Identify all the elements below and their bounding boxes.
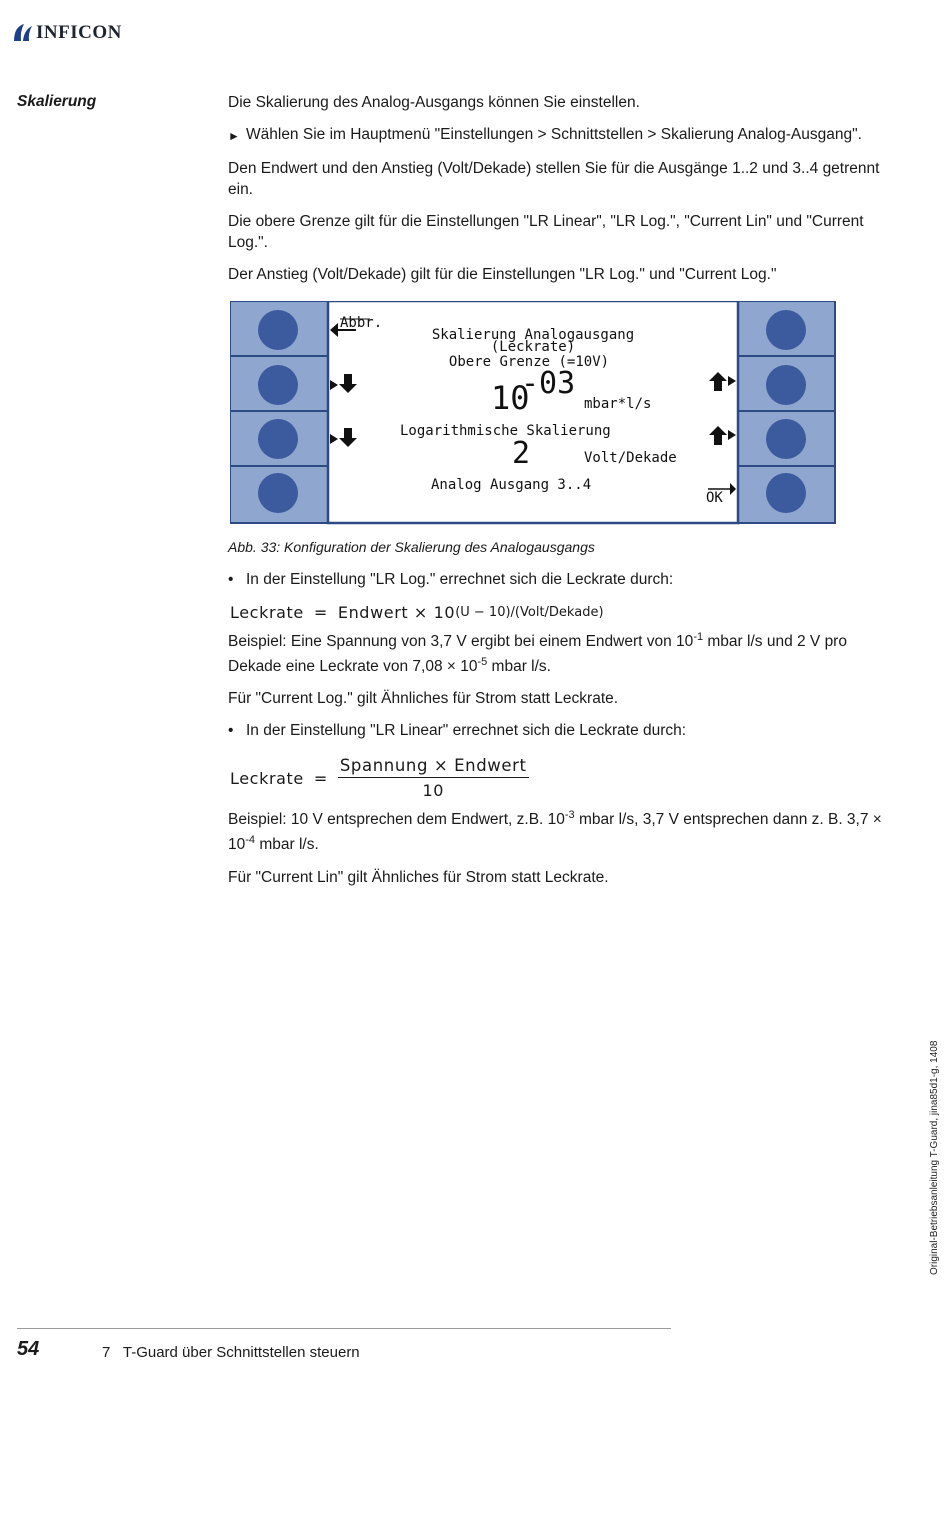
screen-slope-value: 2 [512,436,531,471]
screen-abort[interactable]: Abbr. [340,315,383,331]
softkey-left-3[interactable] [258,419,298,459]
example-linear-sup1: -3 [564,809,575,822]
document-id-margin [929,1040,943,1515]
softkey-left-4[interactable] [258,473,298,513]
screen-slope-unit: Volt/Dekade [584,450,677,466]
display-figure [230,301,836,525]
endwert-paragraph: Den Endwert und den Anstieg (Volt/Dekade) stellen Sie für die Ausgänge 1..2 und 3..4 getrennt ein. [228,160,880,198]
formula-log-lhs: Leckrate [230,603,304,622]
bullet-dot-2: • [228,722,234,740]
upper-limit-paragraph: Die obere Grenze gilt für die Einstellungen "LR Linear", "LR Log.", "Current Lin" und "Current Log.". [228,213,864,251]
chapter-title: T-Guard über Schnittstellen steuern [122,1344,360,1361]
example-log-a: Beispiel: Eine Spannung von 3,7 V ergibt bei einem Endwert von 10 [228,633,694,651]
example-linear-b: mbar l/s, 3,7 V entsprechen dann z. B. 3,7 × 10 [228,811,882,854]
softkey-right-1[interactable] [766,310,806,350]
formula-linear-fraction [338,755,529,801]
softkey-right-4[interactable] [766,473,806,513]
section-heading: Skalierung [17,93,97,110]
example-linear-sup2: -4 [245,834,256,847]
inficon-logo-icon [12,21,34,45]
formula-log-term: Endwert × 10 [337,603,456,622]
example-log-c: mbar l/s. [487,658,551,676]
footer-divider [17,1328,671,1329]
slope-paragraph: Der Anstieg (Volt/Dekade) gilt für die Einstellungen "LR Log." und "Current Log." [228,266,777,283]
formula-linear-lhs: Leckrate [230,768,304,788]
softkey-right-2[interactable] [766,365,806,405]
bullet-linear [228,720,888,741]
screen-title: Skalierung Analogausgang [431,327,635,343]
device-display [230,301,836,525]
intro-paragraph: Die Skalierung des Analog-Ausgangs können Sie einstellen. [228,94,640,111]
step-arrow-icon: ► [228,129,240,143]
screen-log-label: Logarithmische Skalierung [400,423,611,439]
instruction-step [228,124,888,147]
step-text: Wählen Sie im Hauptmenü "Einstellungen > Schnittstellen > Skalierung Analog-Ausgang". [246,126,862,143]
example-log [228,627,888,677]
main-content [228,92,888,899]
example-log-sup1: -1 [693,631,704,643]
brand-name: INFICON [36,22,122,43]
formula-numerator: Spannung × Endwert [338,755,529,778]
screen-value-base: 10 [491,379,530,417]
document-id: Original-Betriebsanleitung T-Guard, jina85d1-g, 1408 [929,1040,940,1275]
page-number: 54 [17,1338,40,1360]
screen-subtitle: (Leckrate) [490,339,576,355]
screen-value-exponent: -03 [521,366,576,401]
example-linear-a: Beispiel: 10 V entsprechen dem Endwert, z.B. 10 [228,811,565,829]
figure-caption: Abb. 33: Konfiguration der Skalierung des Analogausgangs [228,539,595,555]
bullet-dot: • [228,571,234,588]
formula-denominator: 10 [422,781,444,801]
formula-linear-eq: = [313,768,328,788]
example-log-b: mbar l/s und 2 V pro Dekade eine Leckrate von 7,08 × 10 [228,633,847,676]
bullet-log [228,569,888,590]
softkey-right-3[interactable] [766,419,806,459]
example-log-sup2: -5 [477,656,488,669]
footer-chapter [102,1344,360,1361]
example-linear-c: mbar l/s. [255,836,319,854]
bullet-linear-text: In der Einstellung "LR Linear" errechnet sich die Leckrate durch: [246,722,687,740]
inficon-logo [12,20,122,46]
softkey-left-1[interactable] [258,310,298,350]
screen-unit: mbar*l/s [584,396,652,412]
current-log-paragraph: Für "Current Log." gilt Ähnliches für Strom statt Leckrate. [228,690,619,708]
chapter-number: 7 [102,1344,111,1361]
formula-linear [230,755,888,801]
formula-log-exponent: (U − 10)/(Volt/Dekade) [455,605,604,620]
screen-upper-limit: Obere Grenze (=10V) [448,354,610,370]
current-lin-paragraph: Für "Current Lin" gilt Ähnliches für Strom statt Leckrate. [228,868,609,886]
screen-output: Analog Ausgang 3..4 [431,477,592,493]
formula-log-eq: = [313,603,328,622]
formula-log [230,602,888,623]
example-linear [228,805,888,855]
bullet-log-text: In der Einstellung "LR Log." errechnet sich die Leckrate durch: [246,571,674,588]
screen-ok[interactable]: OK [706,490,723,506]
softkey-left-2[interactable] [258,365,298,405]
